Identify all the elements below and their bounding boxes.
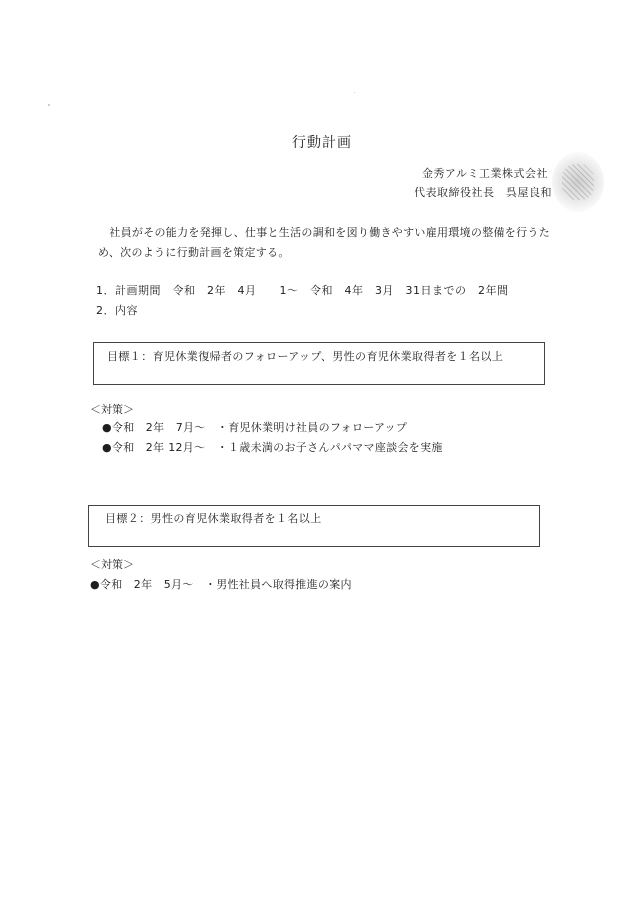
goal-2-box	[88, 505, 540, 547]
representative-name: 代表取締役社長 呉屋良和	[414, 186, 552, 199]
measure-item: ●令和 2年 5月〜 ・男性社員へ取得推進の案内	[90, 578, 352, 591]
company-seal-icon	[552, 152, 604, 212]
plan-period: 1．計画期間 令和 2年 4月 1〜 令和 4年 3月 31日までの 2年間	[96, 284, 509, 297]
goal-1-text: 目標１：育児休業復帰者のフォローアップ、男性の育児休業取得者を１名以上	[107, 350, 504, 363]
scan-speck	[48, 104, 50, 106]
page-title: 行動計画	[292, 135, 352, 151]
company-name: 金秀アルミ工業株式会社	[421, 167, 548, 180]
goal-1-box	[93, 342, 545, 385]
measures-label-1: ＜対策＞	[90, 403, 134, 416]
measure-item: ●令和 2年 7月〜 ・育児休業明け社員のフォローアップ	[102, 421, 408, 434]
measure-item: ●令和 2年 12月〜 ・１歳未満のお子さんパパママ座談会を実施	[102, 441, 443, 454]
measures-label-2: ＜対策＞	[90, 558, 134, 571]
contents-heading: 2．内容	[96, 304, 138, 317]
scan-speck	[354, 92, 355, 93]
goal-2-text: 目標２：男性の育児休業取得者を１名以上	[105, 512, 322, 525]
intro-paragraph: 社員がその能力を発揮し、仕事と生活の調和を図り働きやすい雇用環境の整備を行うため、次のように行動計画を策定する。	[98, 226, 550, 259]
